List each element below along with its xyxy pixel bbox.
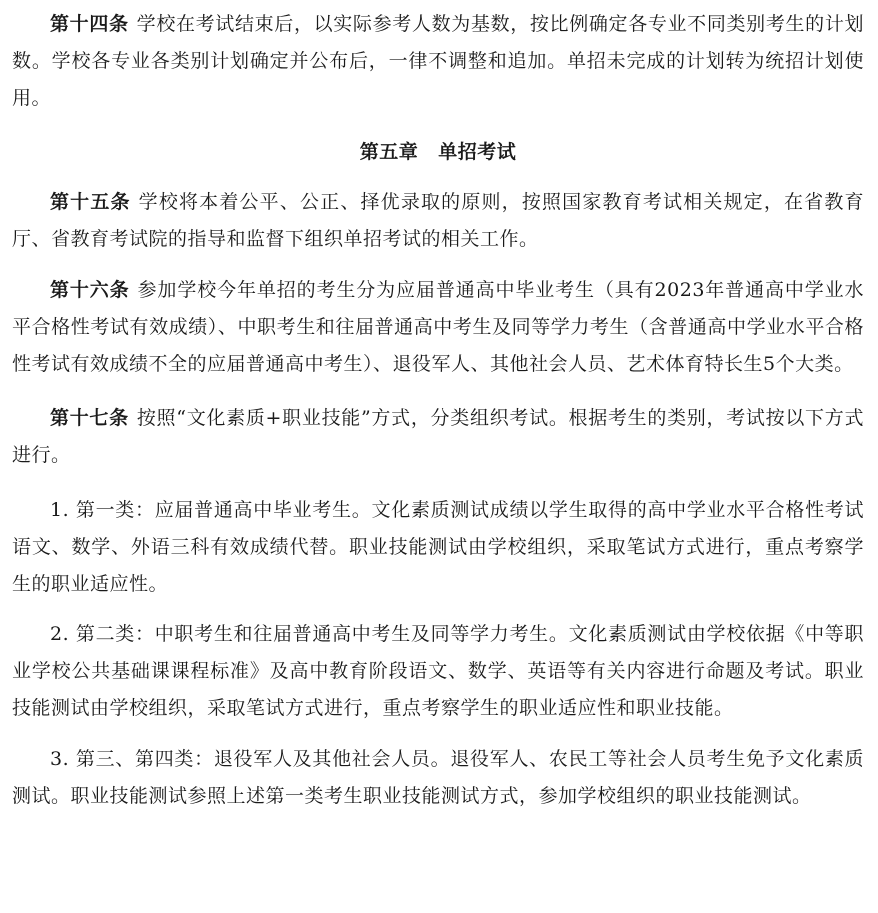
- article-17: [12, 400, 864, 474]
- article-text: 学校将本着公平、公正、择优录取的原则，按照国家教育考试相关规定，在省教育厅、省教育考试院的指导和监督下组织单招考试的相关工作。: [12, 191, 864, 251]
- article-text: 参加学校今年单招的考生分为应届普通高中毕业考生（具有2023年普通高中学业水平合格性考试有效成绩）、中职考生和往届普通高中考生及同等学力考生（含普通高中学业水平合格性考试有效成绩不全的应届普通高中考生）、退役军人、其他社会人员、艺术体育特长生5个大类。: [12, 278, 864, 375]
- article-16: [12, 272, 864, 382]
- article-text: 学校在考试结束后，以实际参考人数为基数，按比例确定各专业不同类别考生的计划数。学校各专业各类别计划确定并公布后，一律不调整和追加。单招未完成的计划转为统招计划使用。: [12, 13, 864, 109]
- list-item: 3. 第三、第四类：退役军人及其他社会人员。退役军人、农民工等社会人员考生免予文化素质测试。职业技能测试参照上述第一类考生职业技能测试方式，参加学校组织的职业技能测试。: [12, 747, 864, 807]
- list-item: 1. 第一类：应届普通高中毕业考生。文化素质测试成绩以学生取得的高中学业水平合格性考试语文、数学、外语三科有效成绩代替。职业技能测试由学校组织，采取笔试方式进行，重点考察学生的职业适应性。: [12, 498, 864, 595]
- list-item: 2. 第二类：中职考生和往届普通高中考生及同等学力考生。文化素质测试由学校依据《中等职业学校公共基础课课程标准》及高中教育阶段语文、数学、英语等有关内容进行命题及考试。职业技能测试由学校组织，采取笔试方式进行，重点考察学生的职业适应性和职业技能。: [12, 623, 864, 719]
- article-15: [12, 184, 864, 258]
- article-label: 第十四条: [50, 13, 129, 35]
- article-label: 第十六条: [50, 278, 130, 301]
- chapter-number: 第五章: [359, 141, 419, 164]
- article-label: 第十七条: [50, 407, 129, 430]
- chapter-heading: [12, 134, 864, 170]
- article-14: [12, 6, 864, 116]
- article-text: 按照“文化素质+职业技能”方式，分类组织考试。根据考生的类别，考试按以下方式进行。: [12, 407, 864, 467]
- chapter-title: 单招考试: [438, 141, 517, 164]
- article-label: 第十五条: [50, 191, 131, 214]
